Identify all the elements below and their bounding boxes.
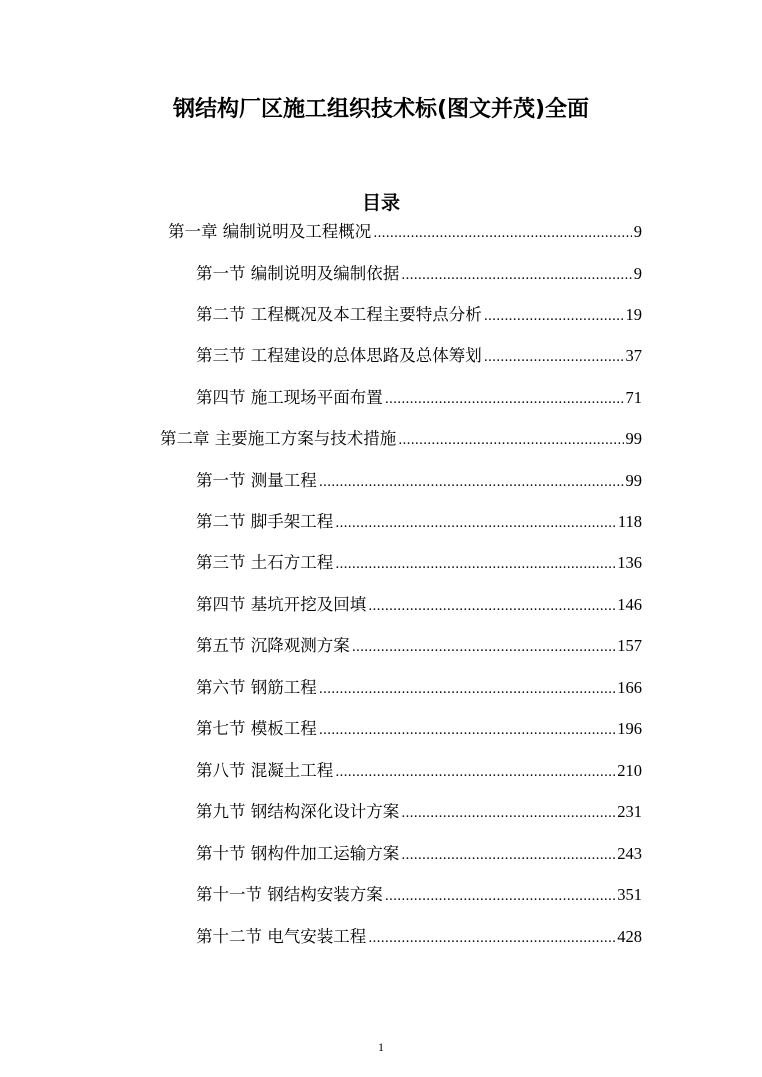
toc-entry-label: 第二节 脚手架工程	[196, 512, 334, 531]
toc-entry-label: 第二章 主要施工方案与技术措施	[160, 429, 397, 448]
toc-entry-label: 第五节 沉降观测方案	[196, 636, 350, 655]
toc-dot-leader	[401, 802, 615, 826]
toc-entry-label: 第九节 钢结构深化设计方案	[196, 802, 400, 821]
toc-entry-label: 第一章 编制说明及工程概况	[168, 222, 372, 241]
toc-entry-page: 428	[617, 927, 642, 946]
toc-entry-label: 第四节 施工现场平面布置	[196, 388, 383, 407]
toc-dot-leader	[368, 927, 615, 951]
toc-entry-page: 243	[617, 844, 642, 863]
toc-dot-leader	[373, 222, 632, 246]
toc-dot-leader	[385, 885, 616, 909]
toc-dot-leader	[335, 761, 615, 785]
toc-entry-section[interactable]	[196, 759, 642, 783]
toc-entry-page: 99	[625, 471, 642, 490]
toc-entry-page: 351	[617, 885, 642, 904]
toc-entry-section[interactable]	[196, 676, 642, 700]
toc-entry-section[interactable]	[196, 842, 642, 866]
toc-dot-leader	[368, 595, 615, 619]
toc-entry-page: 196	[617, 719, 642, 738]
toc-dot-leader	[319, 678, 616, 702]
toc-entry-section[interactable]	[196, 262, 642, 286]
toc-entry-label: 第三节 土石方工程	[196, 553, 334, 572]
toc-entry-label: 第二节 工程概况及本工程主要特点分析	[196, 305, 482, 324]
toc-entry-page: 19	[625, 305, 642, 324]
toc-dot-leader	[385, 388, 624, 412]
toc-entry-page: 37	[625, 346, 642, 365]
toc-dot-leader	[398, 429, 623, 453]
toc-entry-page: 146	[617, 595, 642, 614]
toc-entry-label: 第十一节 钢结构安装方案	[196, 885, 383, 904]
toc-entry-section[interactable]	[196, 386, 642, 410]
toc-entry-section[interactable]	[196, 717, 642, 741]
toc-entry-section[interactable]	[196, 510, 642, 534]
toc-entry-page: 9	[633, 264, 642, 283]
page-number: 1	[378, 1040, 384, 1054]
toc-entry-page: 166	[617, 678, 642, 697]
toc-entry-section[interactable]	[196, 883, 642, 907]
toc-entry-page: 210	[617, 761, 642, 780]
toc-entry-label: 第十二节 电气安装工程	[196, 927, 367, 946]
toc-entry-label: 第三节 工程建设的总体思路及总体筹划	[196, 346, 482, 365]
toc-dot-leader	[484, 346, 624, 370]
toc-heading: 目录	[361, 192, 400, 214]
toc-entry-page: 157	[617, 636, 642, 655]
toc-entry-section[interactable]	[196, 551, 642, 575]
toc-entry-section[interactable]	[196, 800, 642, 824]
toc-dot-leader	[335, 553, 615, 577]
toc-dot-leader	[319, 471, 624, 495]
toc-entry-label: 第四节 基坑开挖及回填	[196, 595, 367, 614]
toc-entry-section[interactable]	[196, 925, 642, 949]
toc-dot-leader	[484, 305, 624, 329]
toc-entry-page: 9	[633, 222, 642, 241]
toc-dot-leader	[319, 719, 616, 743]
toc-entry-page: 71	[625, 388, 642, 407]
toc-dot-leader	[352, 636, 616, 660]
toc-entry-label: 第八节 混凝土工程	[196, 761, 334, 780]
toc-dot-leader	[335, 512, 616, 536]
toc-entry-chapter-1[interactable]	[168, 220, 642, 244]
toc-entry-section[interactable]	[196, 469, 642, 493]
toc-entry-page: 118	[617, 512, 642, 531]
toc-dot-leader	[401, 264, 632, 288]
toc-dot-leader	[401, 844, 615, 868]
toc-entry-section[interactable]	[196, 634, 642, 658]
toc-entry-label: 第一节 编制说明及编制依据	[196, 264, 400, 283]
toc-entry-section[interactable]	[196, 303, 642, 327]
toc-entry-section[interactable]	[196, 593, 642, 617]
toc-entry-page: 136	[617, 553, 642, 572]
toc-entry-section[interactable]	[196, 344, 642, 368]
toc-entry-label: 第六节 钢筋工程	[196, 678, 317, 697]
toc-entry-label: 第一节 测量工程	[196, 471, 317, 490]
document-title: 钢结构厂区施工组织技术标(图文并茂)全面	[172, 97, 590, 122]
toc-entry-page: 99	[625, 429, 642, 448]
toc-entry-label: 第七节 模板工程	[196, 719, 317, 738]
toc-entry-label: 第十节 钢构件加工运输方案	[196, 844, 400, 863]
toc-entry-page: 231	[617, 802, 642, 821]
toc-entry-chapter-2[interactable]	[160, 427, 642, 451]
